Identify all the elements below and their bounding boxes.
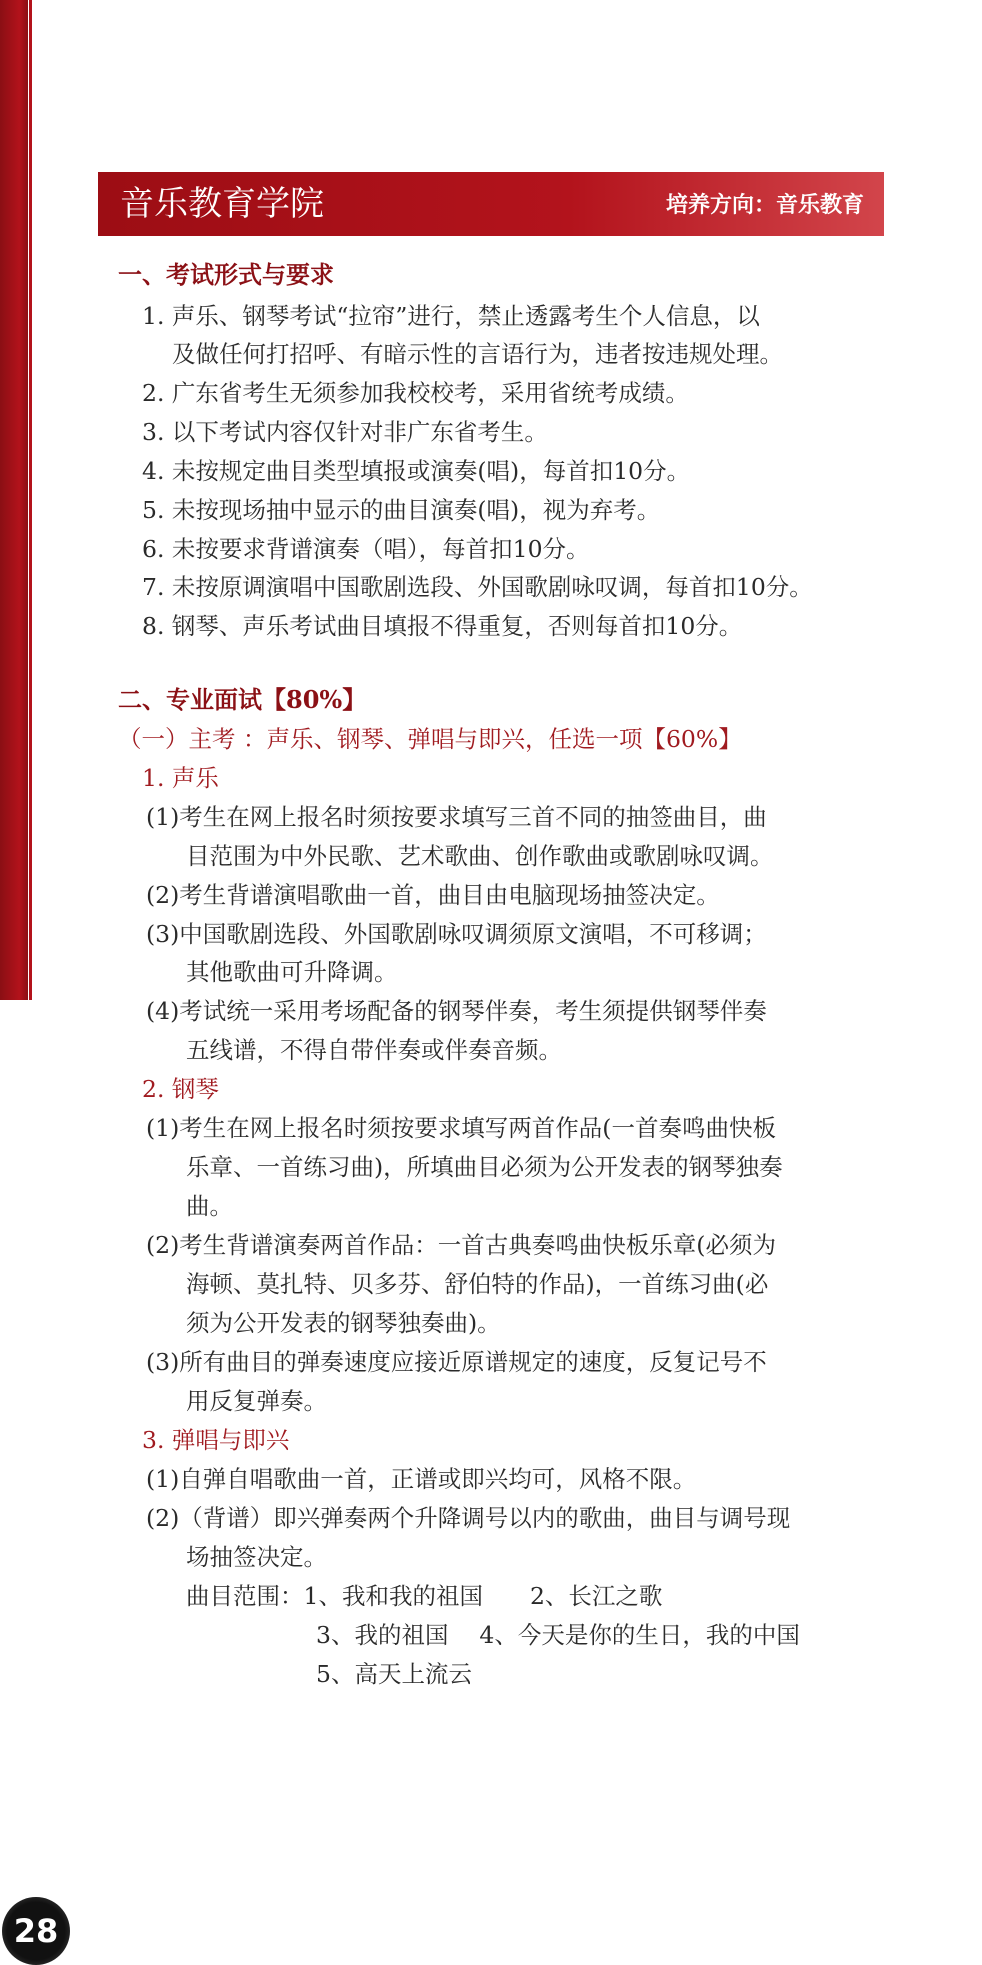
page-header-banner [98,172,884,236]
section-heading: 一、考试形式与要求 [118,260,334,289]
list-item: 曲目范围：1、我和我的祖国 2、长江之歌 [186,1582,663,1610]
section-heading: 二、专业面试【80%】 [118,685,367,714]
list-item: 3. 以下考试内容仅针对非广东省考生。 [142,418,548,446]
page-number-badge [2,1897,70,1965]
list-item: 4. 未按规定曲目类型填报或演奏(唱)，每首扣10分。 [142,457,691,485]
list-item: 用反复弹奏。 [186,1387,327,1415]
list-item: 5、高天上流云 [316,1660,472,1688]
list-item: 目范围为中外民歌、艺术歌曲、创作歌曲或歌剧咏叹调。 [186,842,774,870]
list-item: 其他歌曲可升降调。 [186,958,398,986]
list-item: (2)（背谱）即兴弹奏两个升降调号以内的歌曲，曲目与调号现 [146,1504,791,1532]
page-title: 音乐教育学院 [120,184,324,224]
list-item: 海顿、莫扎特、贝多芬、舒伯特的作品)，一首练习曲(必 [186,1270,769,1298]
list-item: 五线谱，不得自带伴奏或伴奏音频。 [186,1036,562,1064]
list-item: 曲。 [186,1192,233,1220]
sub-heading: （一）主考 ：声乐、钢琴、弹唱与即兴，任选一项【60%】 [118,725,742,753]
list-item: 须为公开发表的钢琴独奏曲)。 [186,1309,501,1337]
side-decoration-bar [0,0,28,1000]
list-item: (2)考生背谱演唱歌曲一首，曲目由电脑现场抽签决定。 [146,881,720,909]
list-item: (3)中国歌剧选段、外国歌剧咏叹调须原文演唱，不可移调； [146,920,767,948]
list-item: 3、我的祖国 4、今天是你的生日，我的中国 [316,1621,800,1649]
list-item: (2)考生背谱演奏两首作品：一首古典奏鸣曲快板乐章(必须为 [146,1231,776,1259]
list-item: 5. 未按现场抽中显示的曲目演奏(唱)，视为弃考。 [142,496,661,524]
list-item: 8. 钢琴、声乐考试曲目填报不得重复，否则每首扣10分。 [142,612,743,640]
list-item: 乐章、一首练习曲)，所填曲目必须为公开发表的钢琴独奏 [186,1153,783,1181]
list-item: (1)考生在网上报名时须按要求填写两首作品(一首奏鸣曲快板 [146,1114,776,1142]
list-item: 场抽签决定。 [186,1543,327,1571]
list-item: (1)考生在网上报名时须按要求填写三首不同的抽签曲目，曲 [146,803,767,831]
list-item: (3)所有曲目的弹奏速度应接近原谱规定的速度，反复记号不 [146,1348,767,1376]
item-title-piano: 2. 钢琴 [142,1075,219,1103]
list-item: 1. 声乐、钢琴考试“拉帘”进行，禁止透露考生个人信息，以 [142,302,760,330]
list-item: 及做任何打招呼、有暗示性的言语行为，违者按违规处理。 [172,340,783,368]
item-title-vocal: 1. 声乐 [142,764,219,792]
item-title-sing-play: 3. 弹唱与即兴 [142,1426,290,1454]
page-subtitle: 培养方向：音乐教育 [665,192,864,218]
list-item: 7. 未按原调演唱中国歌剧选段、外国歌剧咏叹调，每首扣10分。 [142,573,813,601]
list-item: 6. 未按要求背谱演奏（唱），每首扣10分。 [142,535,590,563]
list-item: (4)考试统一采用考场配备的钢琴伴奏，考生须提供钢琴伴奏 [146,997,767,1025]
list-item: 2. 广东省考生无须参加我校校考，采用省统考成绩。 [142,379,689,407]
page-number: 28 [13,1912,59,1950]
list-item: (1)自弹自唱歌曲一首，正谱或即兴均可，风格不限。 [146,1465,697,1493]
